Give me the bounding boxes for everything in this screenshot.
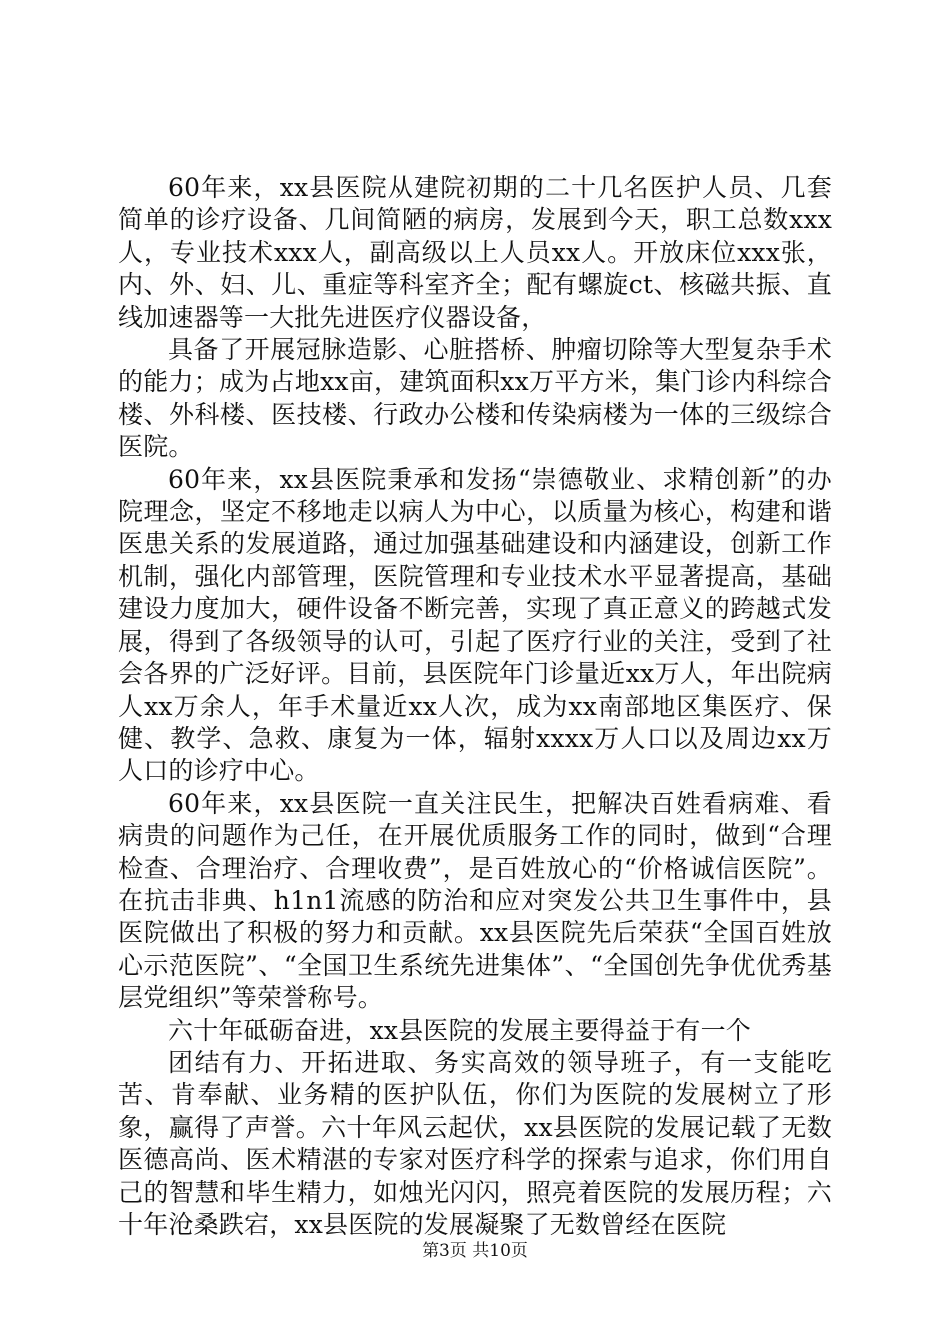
paragraph-6: 团结有力、开拓进取、务实高效的领导班子，有一支能吃苦、肯奉献、业务精的医护队伍，你们为医院的发展树立了形象，赢得了声誉。六十年风云起伏，xx县医院的发展记载了无数医德高尚、医术精湛的专家对医疗科学的探索与追求，你们用自己的智慧和毕生精力，如烛光闪闪，照亮着医院的发展历程；六十年沧桑跌宕，xx县医院的发展凝聚了无数曾经在医院	[118, 1047, 832, 1239]
paragraph-5: 六十年砥砺奋进，xx县医院的发展主要得益于有一个	[168, 1015, 752, 1045]
paragraph-1: 60年来，xx县医院从建院初期的二十几名医护人员、几套简单的诊疗设备、几间简陋的病房，发展到今天，职工总数xxx人，专业技术xxx人，副高级以上人员xx人。开放床位xxx张，内、外、妇、儿、重症等科室齐全；配有螺旋ct、核磁共振、直线加速器等一大批先进医疗仪器设备，	[118, 173, 832, 332]
page-footer: 第3页 共10页	[422, 1241, 528, 1261]
paragraph-2: 具备了开展冠脉造影、心脏搭桥、肿瘤切除等大型复杂手术的能力；成为占地xx亩，建筑面积xx万平方米，集门诊内科综合楼、外科楼、医技楼、行政办公楼和传染病楼为一体的三级综合医院。	[118, 335, 832, 462]
paragraph-4: 60年来，xx县医院一直关注民生，把解决百姓看病难、看病贵的问题作为己任，在开展优质服务工作的同时，做到“合理检查、合理治疗、合理收费”，是百姓放心的“价格诚信医院”。在抗击非典、h1n1流感的防治和应对突发公共卫生事件中，县医院做出了积极的努力和贡献。xx县医院先后荣获“全国百姓放心示范医院”、“全国卫生系统先进集体”、“全国创先争优优秀基层党组织”等荣誉称号。	[118, 788, 832, 1013]
body-text	[118, 172, 832, 1241]
paragraph-3: 60年来，xx县医院秉承和发扬“崇德敬业、求精创新”的办院理念，坚定不移地走以病人为中心，以质量为核心，构建和谐医患关系的发展道路，通过加强基础建设和内涵建设，创新工作机制，强化内部管理，医院管理和专业技术水平显著提高，基础建设力度加大，硬件设备不断完善，实现了真正意义的跨越式发展，得到了各级领导的认可，引起了医疗行业的关注，受到了社会各界的广泛好评。目前，县医院年门诊量近xx万人，年出院病人xx万余人，年手术量近xx人次，成为xx南部地区集医疗、保健、教学、急救、康复为一体，辐射xxxx万人口以及周边xx万人口的诊疗中心。	[118, 464, 832, 786]
